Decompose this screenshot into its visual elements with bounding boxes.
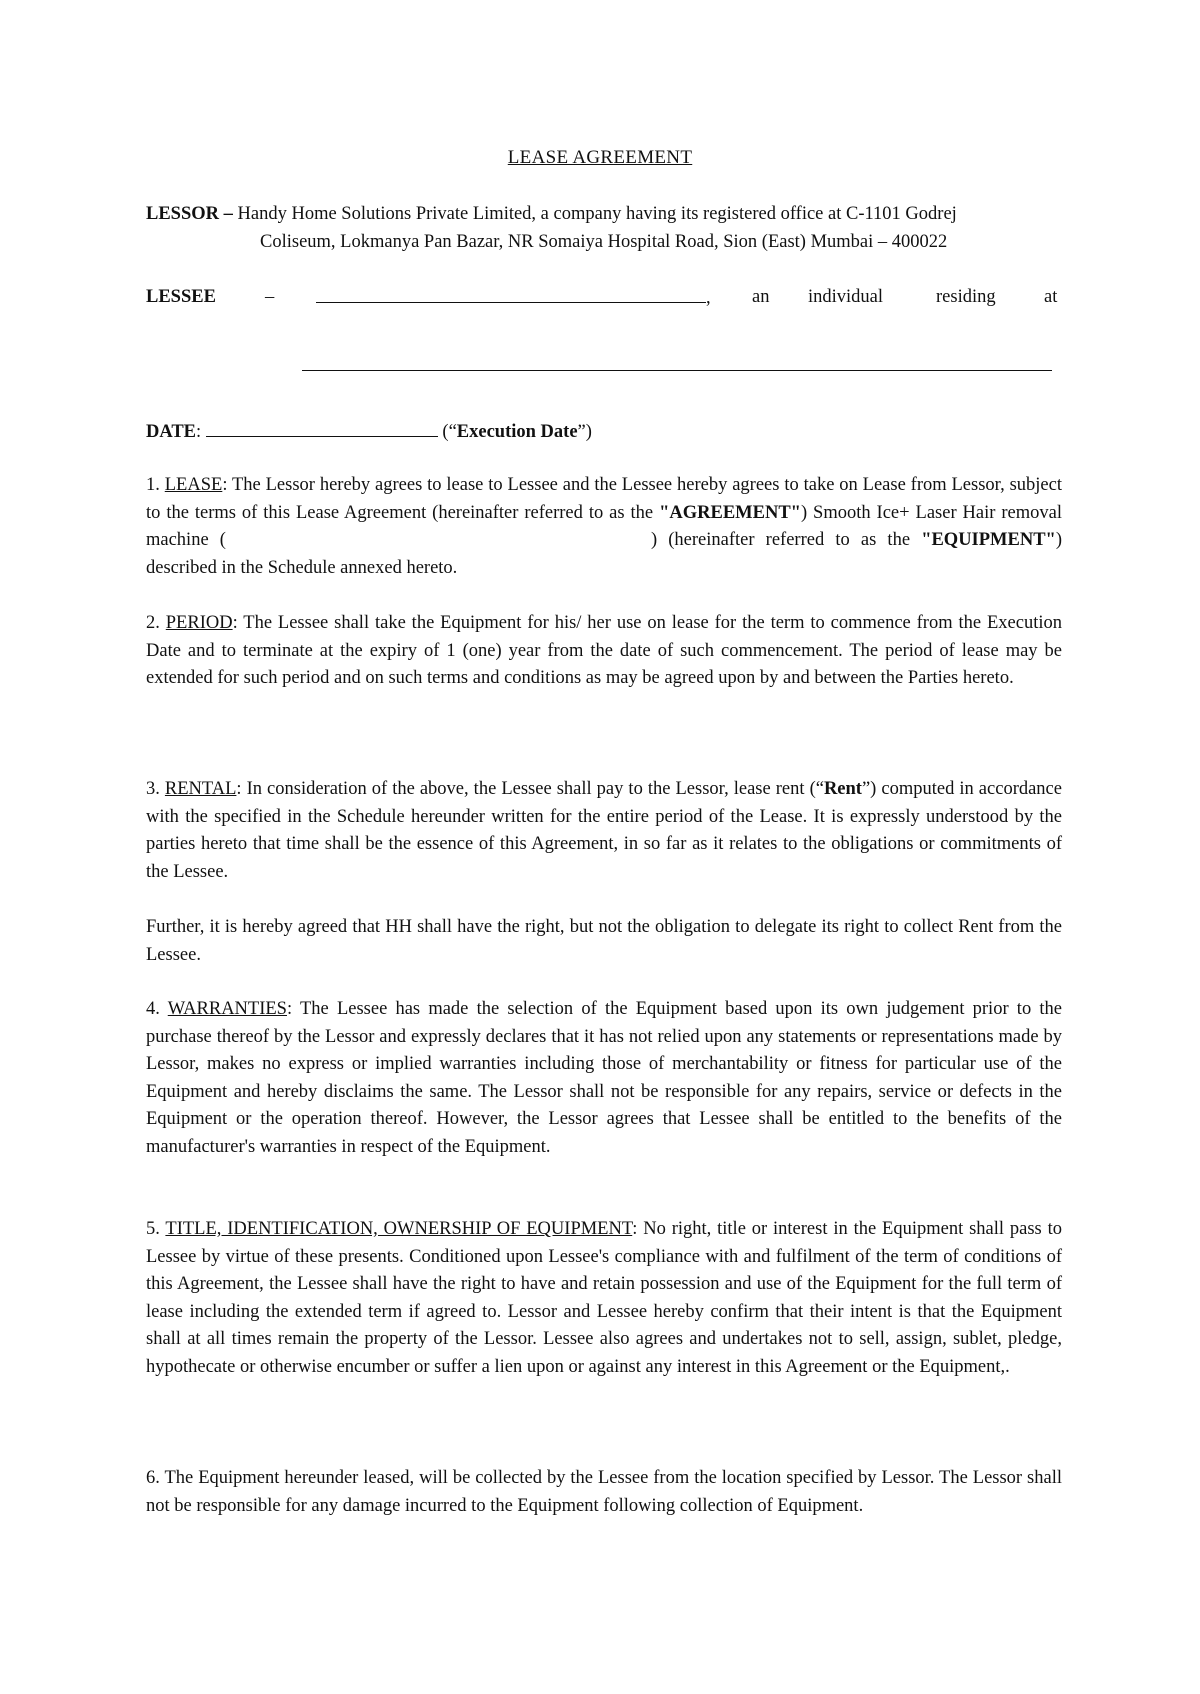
- clause-title-heading: TITLE, IDENTIFICATION, OWNERSHIP OF EQUIPMENT: [165, 1219, 633, 1239]
- clause-warranties: [146, 996, 1062, 1161]
- equipment-term: "EQUIPMENT": [921, 530, 1056, 550]
- clause-warranties-number: 4.: [146, 999, 160, 1019]
- lessor-dash: –: [223, 204, 233, 224]
- clause-period-number: 2.: [146, 613, 160, 633]
- lessee-dash: –: [265, 287, 275, 307]
- clause-period: [146, 610, 1062, 693]
- clause-lease-heading: LEASE: [164, 475, 223, 495]
- execution-date-open: (“: [442, 422, 457, 442]
- clause-rental-text-b: ”) computed in accordance with the specified in the Schedule hereunder written for the entire period of the Lease. It is expressly understood by the parties hereto that time shall be the essence of this Agreement, in so far as it relates to the obligations or commitments of the Lessee.: [146, 779, 1062, 882]
- clause-title-ownership: [146, 1216, 1062, 1381]
- clause-rental: [146, 776, 1062, 886]
- clause-lease-text-a: : The Lessor hereby agrees to lease to Lessee and the Lessee hereby agrees to take on Lease from Lessor, subject to the terms of this Lease Agreement (hereinafter referred to as the: [146, 475, 1062, 523]
- clause-title-number: 5.: [146, 1219, 160, 1239]
- clause-lease-text-b: ) Smooth Ice+ Laser Hair removal machine (: [146, 502, 1062, 550]
- lessor-details-line1: Handy Home Solutions Private Limited, a company having its registered office at C-1101 Godrej: [237, 204, 957, 224]
- clause-title-text: : No right, title or interest in the Equipment shall pass to Lessee by virtue of these presents. Conditioned upon Lessee's compliance with and fulfilment of the term of conditions of this Agreement, the Lessee shall have the right to have and retain possession and use of the Equipment for the full term of lease including the extended term if agreed to. Lessor and Lessee hereby confirm that their intent is that the Equipment shall at all times remain the property of the Lessor. Lessee also agrees and undertakes not to sell, assign, sublet, pledge, hypothecate or otherwise encumber or suffer a lien upon or against any interest in this Agreement or the Equipment,.: [146, 1219, 1062, 1377]
- lessee-word-an: an: [752, 287, 770, 307]
- clause-collection: 6. The Equipment hereunder leased, will be collected by the Lessee from the location specified by Lessor. The Lessor shall not be responsible for any damage incurred to the Equipment following collection of Equipment.: [146, 1468, 1062, 1516]
- lessee-word-individual: individual: [808, 287, 884, 307]
- date-label: DATE: [146, 422, 197, 442]
- clause-period-heading: PERIOD: [165, 613, 233, 633]
- clause-warranties-text: : The Lessee has made the selection of the Equipment based upon its own judgement prior to the purchase thereof by the Lessor and expressly declares that it has not relied upon any statements or representations made by Lessor, makes no express or implied warranties including those of merchantability or fitness for particular use of the Equipment and hereby disclaims the same. The Lessor shall not be responsible for any repairs, service or defects in the Equipment or the operation thereof. However, the Lessor agrees that Lessee shall be entitled to the benefits of the manufacturer's warranties in respect of the Equipment.: [146, 999, 1062, 1157]
- document-title: LEASE AGREEMENT: [507, 147, 693, 168]
- clause-further: Further, it is hereby agreed that HH shall have the right, but not the obligation to delegate its right to collect Rent from the Lessee.: [146, 917, 1062, 965]
- lessor-details-line2: Coliseum, Lokmanya Pan Bazar, NR Somaiya Hospital Road, Sion (East) Mumbai – 400022: [260, 231, 948, 252]
- clause-rental-number: 3.: [146, 779, 160, 799]
- rent-term: Rent: [823, 779, 862, 799]
- clause-lease-text-c: ) (hereinafter referred to as the: [650, 530, 922, 550]
- clause-period-text: : The Lessee shall take the Equipment for his/ her use on lease for the term to commence from the Execution Date and to terminate at the expiry of 1 (one) year from the date of such commencement. The period of lease may be extended for such period and on such terms and conditions as may be agreed upon by and between the Parties hereto.: [146, 613, 1062, 688]
- execution-date-close: ”): [577, 422, 592, 442]
- clause-lease-number: 1.: [146, 475, 160, 495]
- clause-lease-text-d: ) described in the Schedule annexed hereto.: [146, 530, 1062, 578]
- lessee-word-at: at: [1044, 287, 1058, 307]
- lessee-address-field[interactable]: [302, 370, 1052, 371]
- lessee-word-residing: residing: [936, 287, 996, 307]
- date-colon: :: [196, 422, 202, 442]
- clause-rental-heading: RENTAL: [164, 779, 237, 799]
- lessee-label: LESSEE: [146, 287, 216, 307]
- lessee-comma: ,: [706, 288, 711, 308]
- agreement-term: "AGREEMENT": [659, 502, 801, 523]
- clause-lease: [146, 472, 1062, 582]
- clause-warranties-heading: WARRANTIES: [167, 999, 287, 1019]
- execution-date-field[interactable]: [206, 418, 438, 437]
- lessor-block: [146, 201, 1126, 256]
- lessee-row: [146, 284, 1062, 312]
- lessor-label: LESSOR: [146, 204, 220, 224]
- lessee-name-field[interactable]: [316, 284, 706, 303]
- execution-date-term: Execution Date: [456, 422, 578, 442]
- clause-rental-text-a: : In consideration of the above, the Lessee shall pay to the Lessor, lease rent (“: [236, 779, 824, 799]
- date-row: [146, 418, 592, 447]
